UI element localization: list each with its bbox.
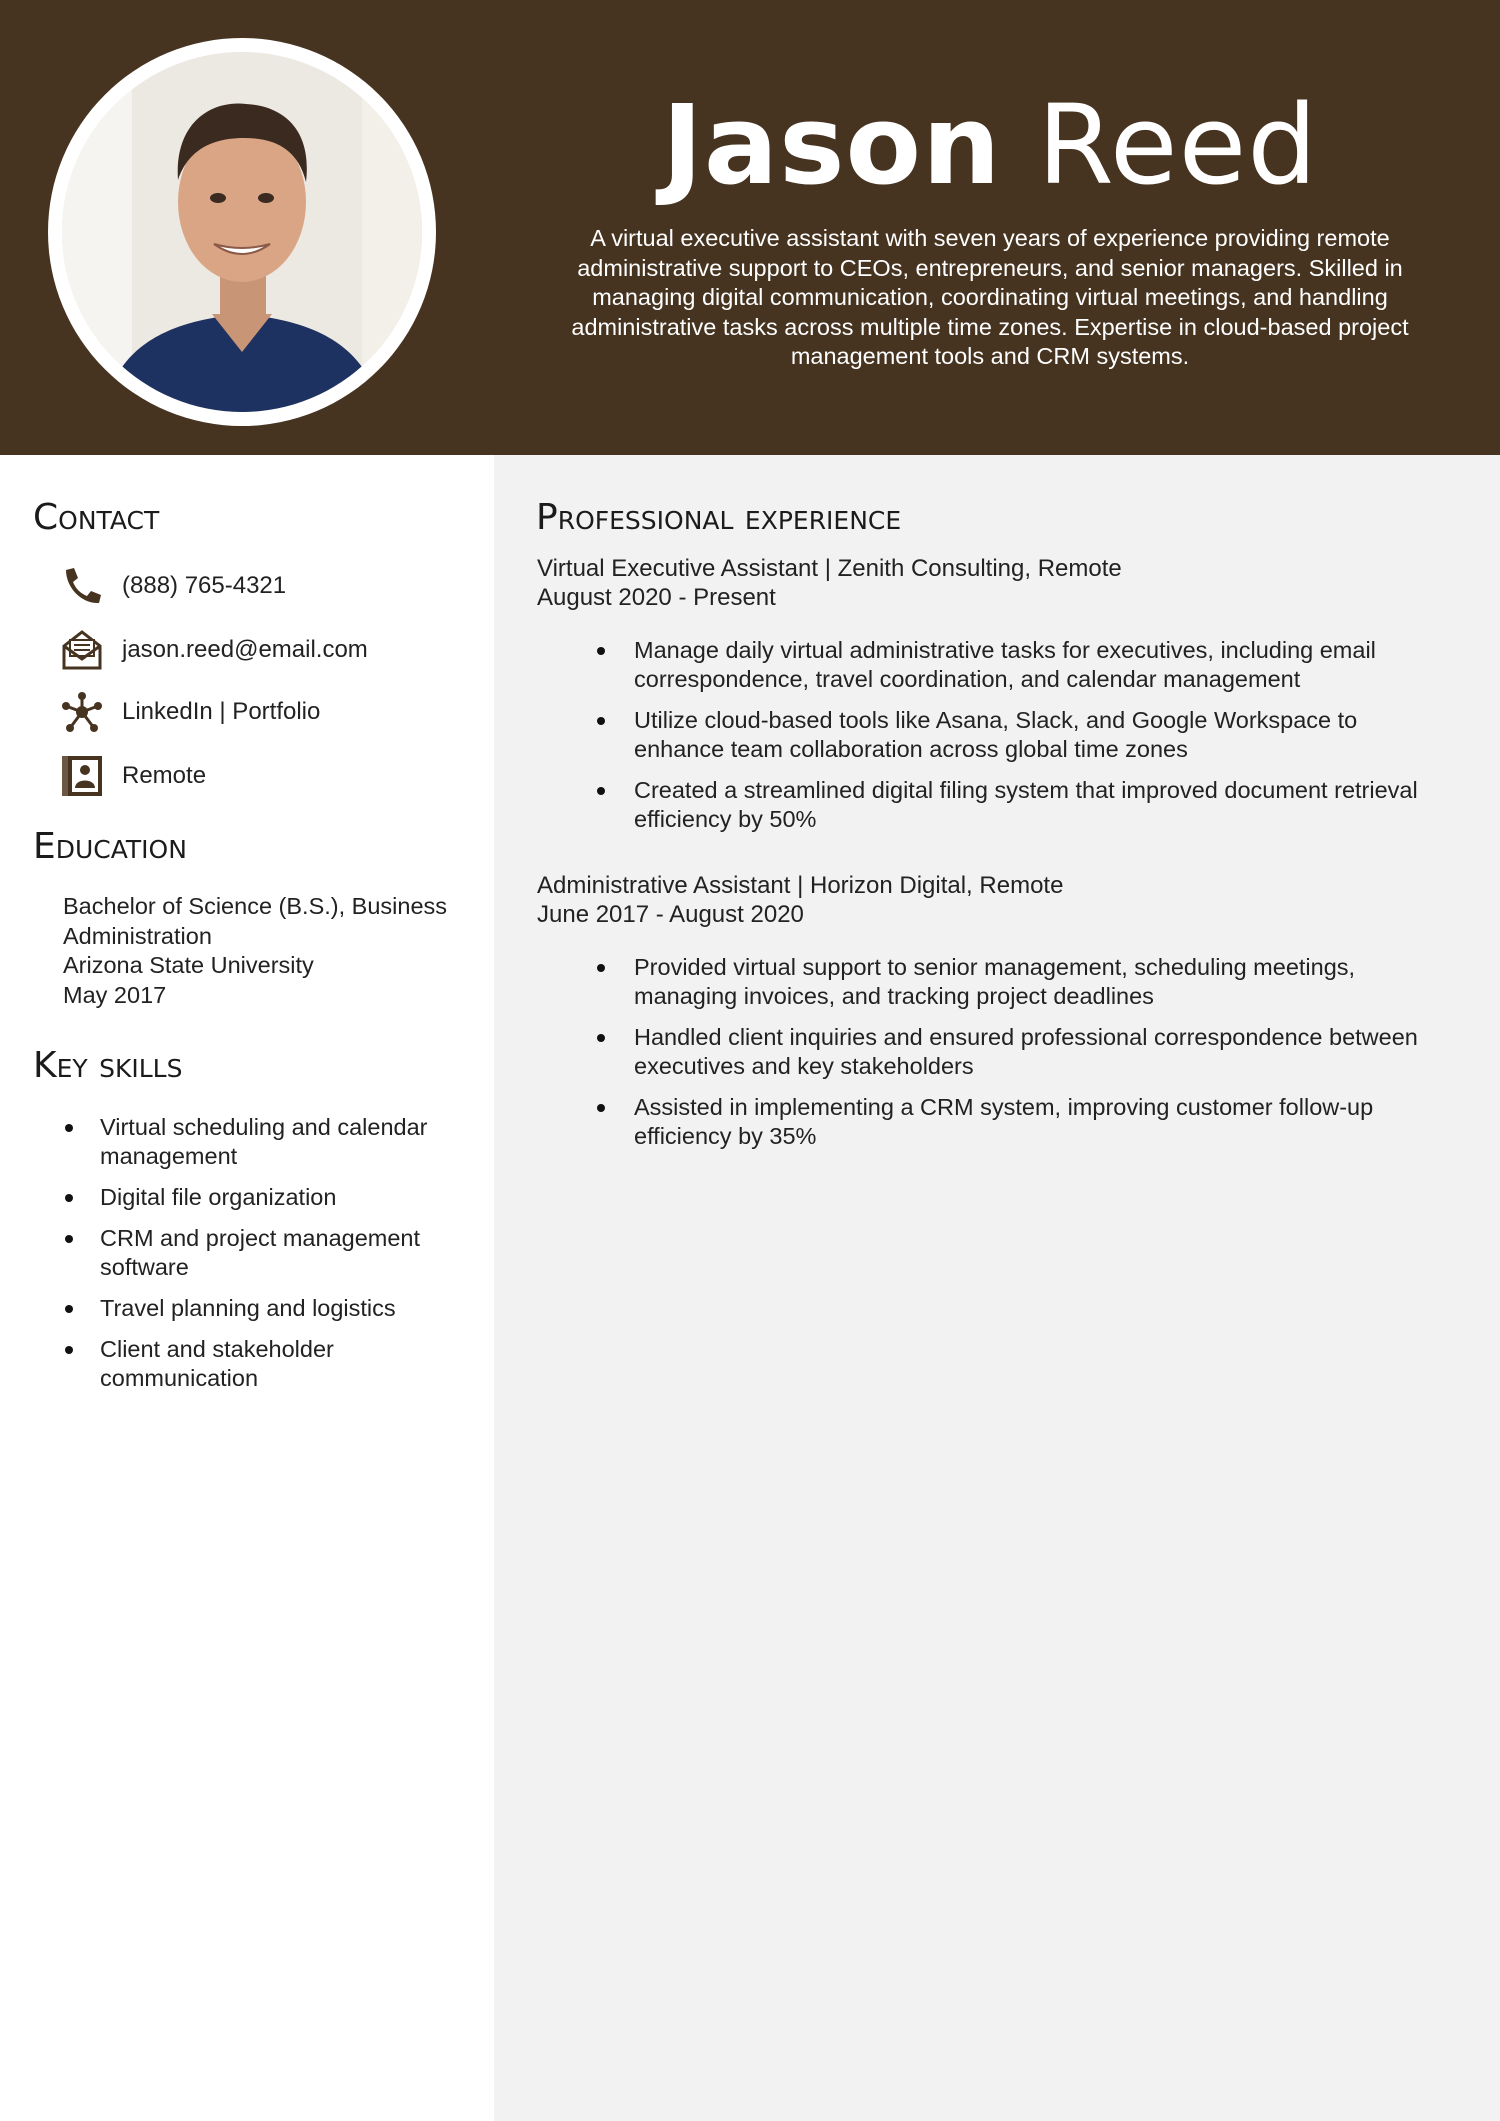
contact-links [60,690,480,738]
degree-line-2: Administration [63,922,212,949]
bullet-icon [597,787,605,795]
education-entry [63,892,483,1010]
profile-photo-frame [48,38,436,426]
bullet-icon [597,964,605,972]
school-name: Arizona State University [63,952,314,978]
links-text: LinkedIn | Portfolio [122,698,321,725]
job-bullet: Assisted in implementing a CRM system, improving customer follow-up efficiency by 35% [634,1093,1434,1151]
contact-phone [60,564,480,612]
bullet-icon [597,1104,605,1112]
job-2-dates: June 2017 - August 2020 [537,901,804,928]
bullet-icon [597,1034,605,1042]
contact-heading: Contact [33,497,160,538]
bullet-icon [65,1194,73,1202]
skills-heading: Key skills [33,1045,183,1086]
experience-heading: Professional experience [536,497,902,538]
job-bullet: Manage daily virtual administrative tasks for executives, including email correspondence, travel coordination, and calendar management [634,636,1434,694]
resume-header [0,0,1500,455]
bullet-icon [65,1305,73,1313]
bullet-icon [65,1235,73,1243]
phone-text: (888) 765-4321 [122,572,287,599]
skill-item: Travel planning and logistics [100,1294,470,1323]
graduation-date: May 2017 [63,981,167,1008]
skill-item: CRM and project management software [100,1224,470,1282]
job-bullet: Provided virtual support to senior management, scheduling meetings, managing invoices, and tracking project deadlines [634,953,1434,1011]
job-2-heading: Administrative Assistant | Horizon Digital, Remote [537,872,1064,899]
network-icon [60,690,104,734]
professional-summary: A virtual executive assistant with seven years of experience providing remote administrative support to CEOs, entrepreneurs, and senior managers. Skilled in managing digital communication, coordinating virtual meetings, and handling administrative tasks across multiple time zones. Expertise in cloud-based project management tools and CRM systems. [571,225,1409,369]
job-bullet: Handled client inquiries and ensured professional correspondence between executives and key stakeholders [634,1023,1434,1081]
job-2-bullets [634,953,1434,1163]
candidate-name [560,80,1420,210]
phone-icon [60,564,104,608]
email-text: jason.reed@email.com [122,636,368,663]
bullet-icon [597,717,605,725]
portrait-illustration [62,52,422,412]
profile-photo [62,52,422,412]
contact-card-icon [60,754,104,798]
last-name: Reed [1037,81,1319,209]
skills-list [100,1113,470,1405]
contact-email [60,628,480,676]
job-1-dates: August 2020 - Present [537,584,776,611]
job-bullet: Utilize cloud-based tools like Asana, Slack, and Google Workspace to enhance team collaboration across global time zones [634,706,1434,764]
bullet-icon [65,1124,73,1132]
skill-item: Client and stakeholder communication [100,1335,470,1393]
education-heading: Education [33,826,187,867]
bullet-icon [65,1346,73,1354]
degree-line-1: Bachelor of Science (B.S.), Business [63,893,448,919]
job-1-heading: Virtual Executive Assistant | Zenith Consulting, Remote [537,555,1122,582]
contact-location [60,754,480,802]
first-name: Jason [661,81,1002,209]
skill-item: Virtual scheduling and calendar management [100,1113,470,1171]
skill-item: Digital file organization [100,1183,470,1212]
email-icon [60,628,104,672]
location-text: Remote [122,762,207,789]
job-bullet: Created a streamlined digital filing system that improved document retrieval efficiency by 50% [634,776,1434,834]
bullet-icon [597,647,605,655]
job-1-bullets [634,636,1434,846]
